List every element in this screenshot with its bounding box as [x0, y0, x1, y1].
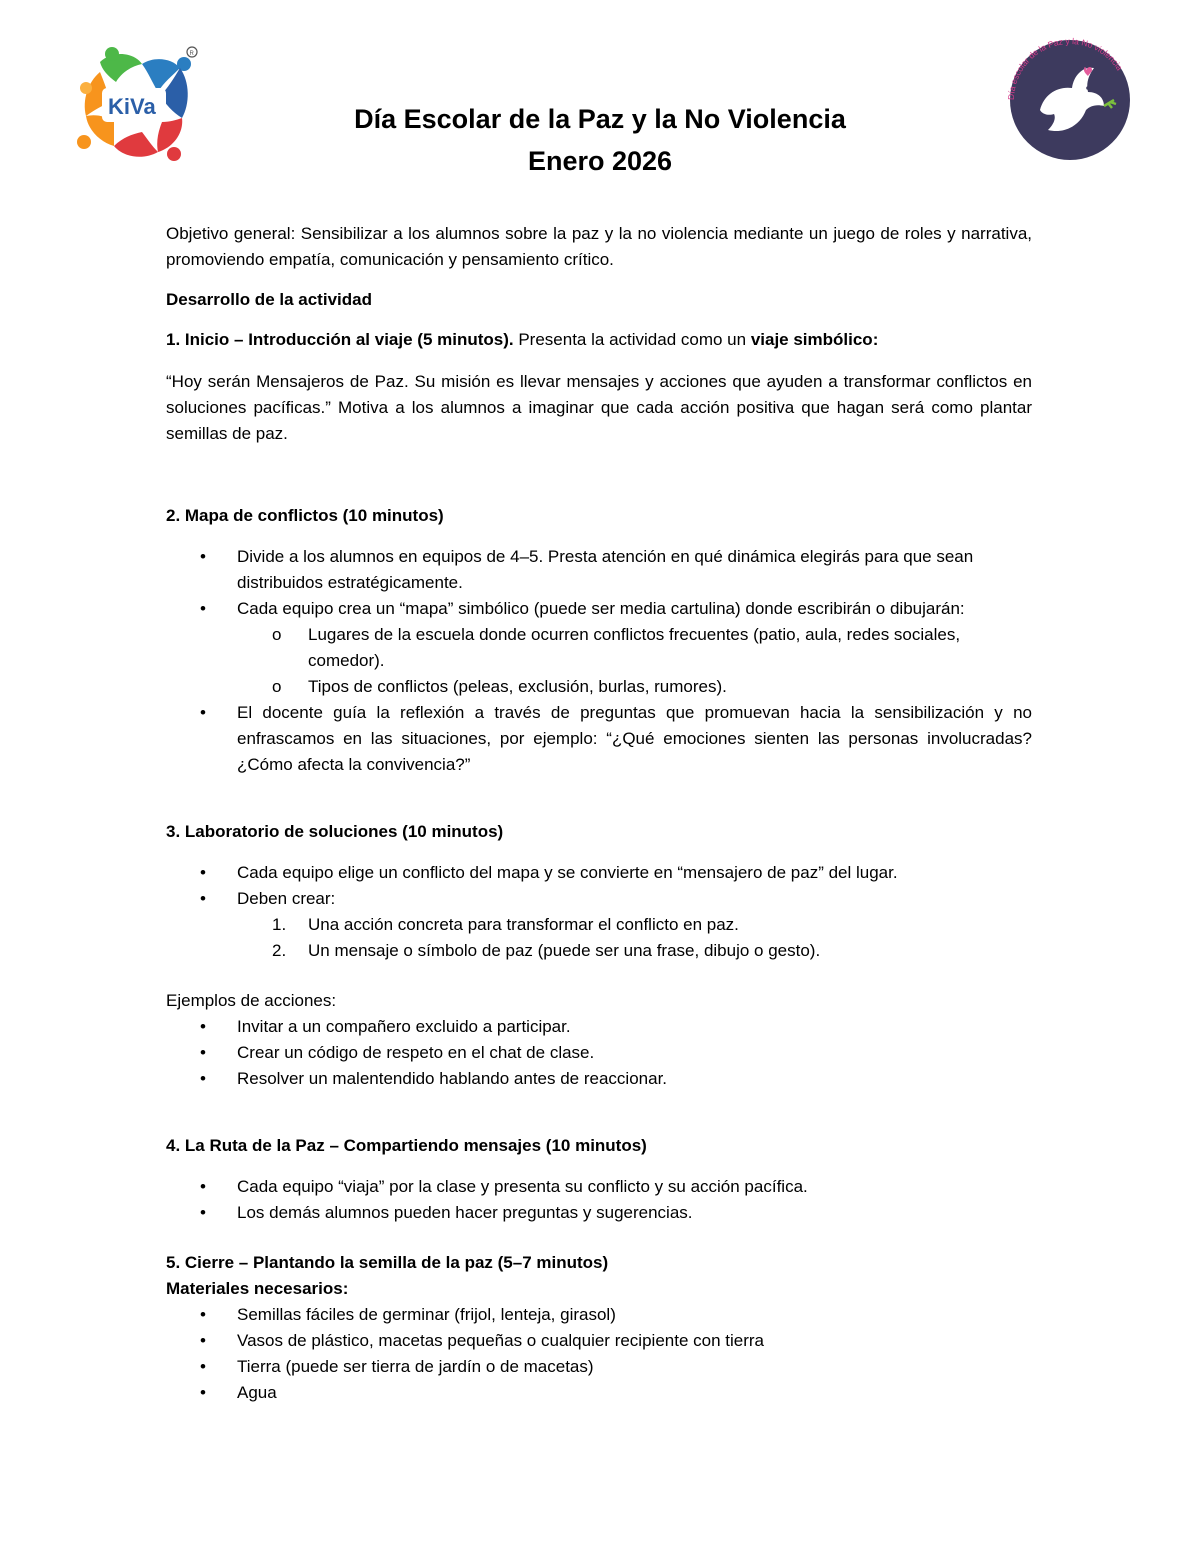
development-heading: Desarrollo de la actividad — [166, 290, 372, 309]
section1-intro-text: Presenta la actividad como un — [513, 330, 751, 349]
sub-list-marker: o — [272, 625, 282, 644]
examples-heading: Ejemplos de acciones: — [166, 991, 337, 1010]
sub-list-text: Tipos de conflictos (peleas, exclusión, burlas, rumores). — [308, 677, 727, 696]
section1-intro-bold: viaje simbólico: — [750, 330, 879, 349]
sub-list-item — [166, 674, 1032, 700]
sub-list-item — [166, 622, 1032, 674]
list-item: • Vasos de plástico, macetas pequeñas o cualquier recipiente con tierra — [166, 1328, 1032, 1354]
numbered-item — [166, 938, 1032, 964]
list-item: • Deben crear: — [166, 886, 1032, 912]
examples-list — [166, 1014, 1032, 1092]
section2-list — [166, 544, 1032, 778]
list-item: • Cada equipo elige un conflicto del mapa y se convierte en “mensajero de paz” del lugar. — [166, 860, 1032, 886]
section2-heading: 2. Mapa de conflictos (10 minutos) — [166, 506, 444, 525]
svg-text:R: R — [189, 51, 194, 57]
section4-list — [166, 1174, 1032, 1226]
list-item: • Agua — [166, 1380, 1032, 1406]
kiva-logo — [72, 42, 204, 172]
section1-quote: “Hoy serán Mensajeros de Paz. Su misión es llevar mensajes y acciones que ayuden a transformar conflictos en soluciones pacíficas.” Motiva a los alumnos a imaginar que cada acción positiva que hagan será como plantar semillas de paz. — [166, 372, 1032, 443]
list-item: • Crear un código de respeto en el chat de clase. — [166, 1040, 1032, 1066]
numbered-item — [166, 912, 1032, 938]
list-item: • Resolver un malentendido hablando antes de reaccionar. — [166, 1066, 1032, 1092]
list-item: • Los demás alumnos pueden hacer preguntas y sugerencias. — [166, 1200, 1032, 1226]
section3-list — [166, 860, 1032, 964]
svg-text:KiVa: KiVa — [108, 94, 156, 119]
list-item: • Tierra (puede ser tierra de jardín o de macetas) — [166, 1354, 1032, 1380]
list-item: • Cada equipo “viaja” por la clase y presenta su conflicto y su acción pacífica. — [166, 1174, 1032, 1200]
numbered-text: Un mensaje o símbolo de paz (puede ser una frase, dibujo o gesto). — [308, 941, 821, 960]
materials-heading: Materiales necesarios: — [166, 1279, 349, 1298]
numbered-text: Una acción concreta para transformar el conflicto en paz. — [308, 915, 739, 934]
numbered-marker: 2. — [272, 941, 287, 960]
section1-intro — [166, 327, 1032, 353]
sub-list-marker: o — [272, 677, 282, 696]
materials-list — [166, 1302, 1032, 1406]
list-item: • Cada equipo crea un “mapa” simbólico (puede ser media cartulina) donde escribirán o dibujarán: — [166, 596, 1032, 622]
sub-list-text: Lugares de la escuela donde ocurren conflictos frecuentes (patio, aula, redes sociales, comedor). — [308, 625, 961, 670]
document-body — [166, 221, 1032, 1406]
peace-dove-logo — [1000, 30, 1140, 170]
peace-logo-arc-text: Día escolar de la Paz y la No violencia — [1005, 35, 1125, 101]
list-item: • Invitar a un compañero excluido a participar. — [166, 1014, 1032, 1040]
section3-heading: 3. Laboratorio de soluciones (10 minutos) — [166, 822, 504, 841]
list-item: • Divide a los alumnos en equipos de 4–5. Presta atención en qué dinámica elegirás para que sean distribuidos estratégicamente. — [166, 544, 1032, 596]
objective-paragraph: Objetivo general: Sensibilizar a los alumnos sobre la paz y la no violencia mediante un juego de roles y narrativa, promoviendo empatía, comunicación y pensamiento crítico. — [166, 224, 1032, 269]
document-subtitle: Enero 2026 — [527, 146, 673, 176]
title-block — [200, 98, 1000, 182]
document-title: Día Escolar de la Paz y la No Violencia — [354, 104, 846, 134]
section1-heading: 1. Inicio – Introducción al viaje (5 minutos). — [166, 330, 514, 349]
section5-heading: 5. Cierre – Plantando la semilla de la paz (5–7 minutos) — [166, 1253, 609, 1272]
list-item: • El docente guía la reflexión a través de preguntas que promuevan hacia la sensibilización y no enfrascamos en las situaciones, por ejemplo: “¿Qué emociones sienten las personas involucradas? ¿Cómo afecta la convivencia?” — [166, 700, 1032, 778]
numbered-marker: 1. — [272, 915, 287, 934]
section4-heading: 4. La Ruta de la Paz – Compartiendo mensajes (10 minutos) — [166, 1136, 647, 1155]
list-item: • Semillas fáciles de germinar (frijol, lenteja, girasol) — [166, 1302, 1032, 1328]
